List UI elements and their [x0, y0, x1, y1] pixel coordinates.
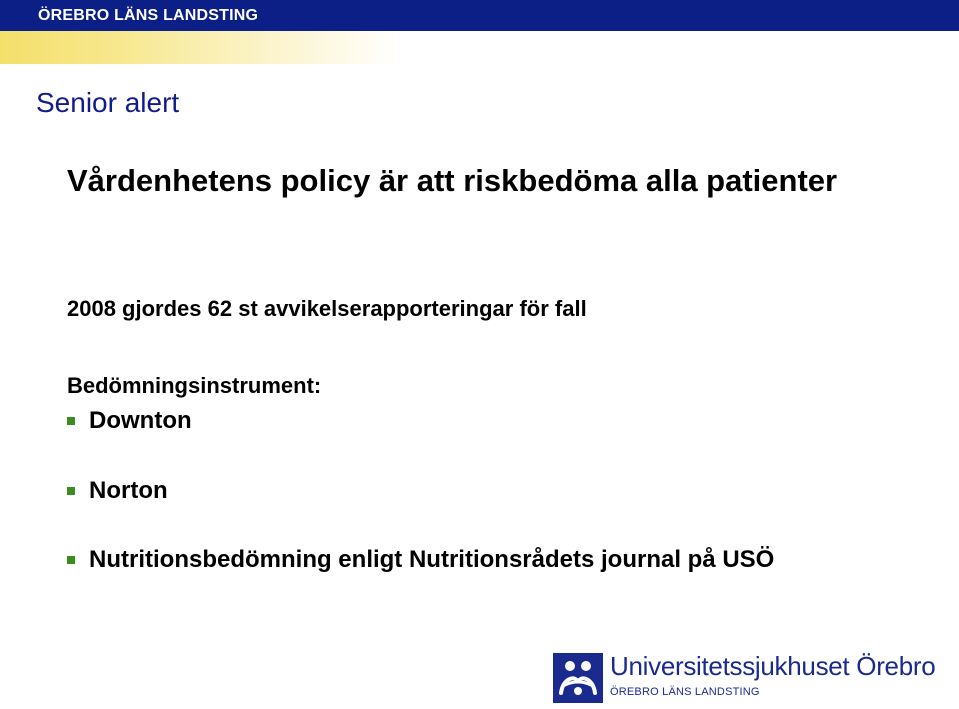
logo-subtitle: ÖREBRO LÄNS LANDSTING — [610, 686, 760, 698]
logo-emblem-icon — [553, 653, 603, 703]
bullet-square-icon — [67, 417, 75, 425]
instruments-label: Bedömningsinstrument: — [67, 373, 322, 398]
org-name: ÖREBRO LÄNS LANDSTING — [38, 7, 259, 24]
header-bar — [0, 0, 959, 31]
stat-line: 2008 gjordes 62 st avvikelserapporteringar för fall — [67, 296, 587, 321]
bullet-square-icon — [67, 556, 75, 564]
list-item-label: Norton — [89, 477, 168, 504]
slide-title: Senior alert — [36, 87, 180, 118]
list-item-label: Nutritionsbedömning enligt Nutritionsrådets journal på USÖ — [89, 546, 775, 573]
logo-name: Universitetssjukhuset Örebro — [610, 651, 936, 681]
slide-heading: Vårdenhetens policy är att riskbedöma alla patienter — [67, 163, 838, 198]
decorative-band — [0, 31, 959, 64]
list-item-label: Downton — [89, 407, 192, 434]
list-item — [67, 546, 774, 574]
list-item — [67, 407, 192, 435]
hospital-logo — [553, 653, 953, 703]
bullet-square-icon — [67, 487, 75, 495]
list-item — [67, 477, 168, 505]
